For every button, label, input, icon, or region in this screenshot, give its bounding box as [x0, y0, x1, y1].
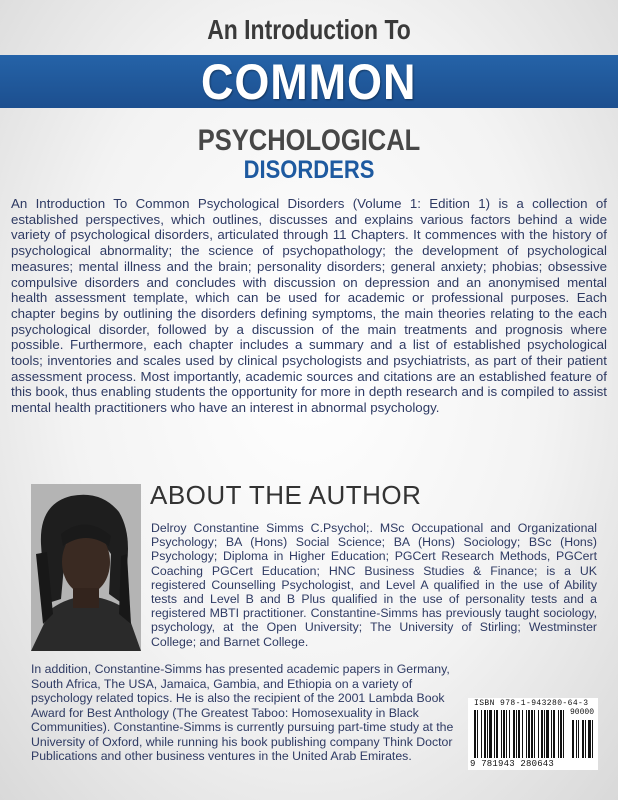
barcode-price-code: 90000 [569, 708, 594, 717]
isbn-label: ISBN 978-1-943280-64-3 [474, 699, 589, 708]
barcode-bar [538, 710, 539, 758]
barcode-addon-bar [578, 720, 579, 758]
author-bio-continued: In addition, Constantine-Simms has presented academic papers in Germany, South Africa, The USA, Jamaica, Gambia, and Ethiopia on a variety of psychology related topics. He is also the recipient of the 2001 Lambda Book Award for Best Anthology (The Greatest Taboo: Homosexuality in Black Communities). Constantine-Simms is currently pursuing part-time study at the University of Oxford, while running his book publishing company Think Doctor Publications and other business ventures in the United Arab Emirates. [31, 662, 454, 763]
barcode-bar [477, 710, 478, 758]
author-portrait-image [31, 484, 141, 651]
about-author-heading: ABOUT THE AUTHOR [150, 480, 422, 510]
barcode-bar [487, 710, 488, 758]
barcode-bar [513, 710, 515, 758]
barcode-addon-bar [576, 720, 577, 758]
barcode-bar [563, 710, 564, 758]
barcode-bar [474, 710, 476, 758]
barcode-bar [481, 710, 482, 758]
barcode-addon-bar [572, 720, 574, 758]
barcode-bar [496, 710, 498, 758]
barcode-bar [501, 710, 502, 758]
title-band [0, 55, 618, 108]
barcode-addon-bar [592, 720, 593, 758]
author-photo [31, 484, 141, 651]
barcode-bar [503, 710, 505, 758]
barcode-bar [516, 710, 517, 758]
barcode-bar [494, 710, 495, 758]
barcode-bar [541, 710, 543, 758]
barcode-bar [560, 710, 562, 758]
barcode-bar [526, 710, 527, 758]
book-description: An Introduction To Common Psychological Disorders (Volume 1: Edition 1) is a collection of established perspectives, which outlines, discusses and explains various factors behind a wide variety of psychological disorders, articulated through 11 Chapters. It commences with the history of psychological abnormality; the science of psychopathology; the development of psychological measures; mental illness and the brain; personality disorders; general anxiety; phobias; obsessive compulsive disorders and concludes with discussion on depression and an anonymised mental health assessment template, which can be used for academic or professional purposes. Each chapter begins by outlining the disorders defining symptoms, the main theories relating to the each psychological disorder, followed by a discussion of the main treatments and prognosis where possible. Furthermore, each chapter includes a summary and a list of established psychological tools; inventories and scales used by clinical psychologists and psychiatrists, as part of their patient assessment process. Most importantly, academic sources and citations are an established feature of this book, thus enabling students the opportunity for more in depth research and is compiled to assist mental health practitioners who have an interest in abnormal psychology. [11, 196, 607, 416]
barcode-bar [551, 710, 552, 758]
author-bio: Delroy Constantine Simms C.Psychol;. MSc Occupational and Organizational Psychology; BA (Hons) Social Science; BA (Hons) Sociology; BSc (Hons) Psychology; Diploma in Higher Education; PGCert Research Methods, PGCert Coaching PGCert Education; HNC Business Studies & Finance; is a UK registered Counselling Psychologist, and Level A qualified in the use of Ability tests and Level B and B Plus qualified in the use of personality tests and a registered MBTI practitioner. Constantine-Simms has previously taught sociology, psychology, at the Open University; The University of Stirling; Westminster College; and Barnet College. [151, 521, 597, 649]
barcode-digits: 9 781943 280643 [470, 759, 555, 769]
title-psychological: PSYCHOLOGICAL [197, 124, 421, 157]
barcode-bar [522, 710, 523, 758]
barcode-addon-bar [582, 720, 584, 758]
title-disorders: DISORDERS [243, 156, 375, 184]
barcode-bar [553, 710, 555, 758]
barcode-bar [518, 710, 520, 758]
barcode-addon-bar [588, 720, 591, 758]
barcode-addon-bar [585, 720, 586, 758]
title-line-intro: An Introduction To [207, 14, 411, 45]
title-common: COMMON [201, 53, 417, 110]
barcode-bar [506, 710, 507, 758]
barcode-bar [528, 710, 530, 758]
barcode-bar [489, 710, 492, 758]
barcode-bar [544, 710, 545, 758]
barcode-bar [484, 710, 486, 758]
barcode-bar [509, 710, 510, 758]
barcode-bar [546, 710, 549, 758]
barcode-bar [534, 710, 535, 758]
isbn-barcode [468, 698, 598, 770]
barcode-bar [531, 710, 533, 758]
barcode-bar [558, 710, 559, 758]
